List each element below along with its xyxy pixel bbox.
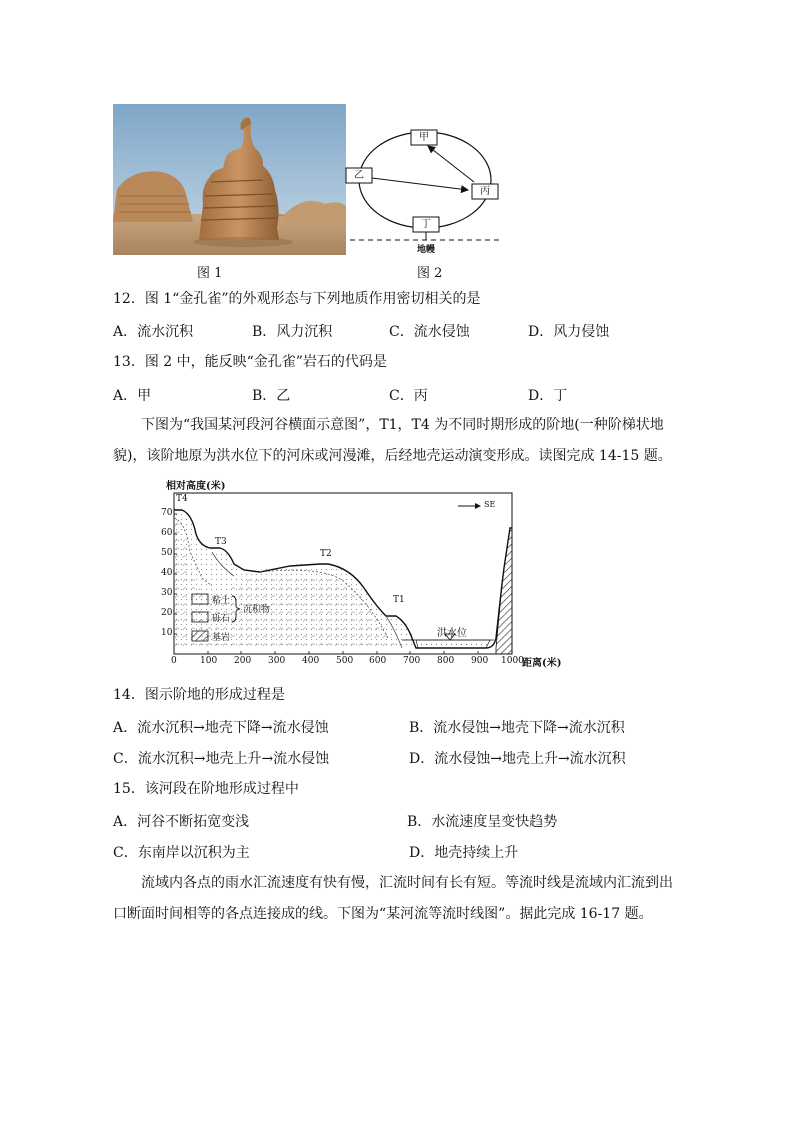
fig3-xtick: 1000 [501, 656, 524, 666]
q14-option-b[interactable]: B．流水侵蚀→地壳下降→流水沉积 [409, 720, 625, 736]
figure2-caption: 图 2 [417, 266, 443, 281]
q13-option-d[interactable]: D．丁 [528, 388, 568, 404]
legend-bedrock-label: 基岩 [212, 633, 231, 643]
q12-option-d[interactable]: D．风力侵蚀 [528, 324, 610, 340]
fig3-ytick: 50 [161, 548, 173, 558]
q15-option-d[interactable]: D．地壳持续上升 [409, 845, 519, 861]
fig3-ytick: 40 [161, 568, 173, 578]
fig3-xtick: 900 [471, 656, 489, 666]
q12-option-a[interactable]: A．流水沉积 [113, 324, 194, 340]
q13-option-b[interactable]: B．乙 [252, 388, 291, 404]
fig3-ytick: 30 [161, 588, 173, 598]
fig3-xtick: 600 [369, 656, 387, 666]
fig3-ytick: 70 [161, 508, 173, 518]
fig3-ytick: 20 [161, 608, 173, 618]
fig3-xtick: 100 [200, 656, 218, 666]
fig3-xtick: 400 [302, 656, 320, 666]
arrow-bing-to-jia [428, 146, 474, 182]
q15-option-c[interactable]: C．东南岸以沉积为主 [113, 845, 250, 861]
flood-level-label: 洪水位 [437, 628, 467, 639]
fig3-xtick: 300 [268, 656, 286, 666]
q14-option-c[interactable]: C．流水沉积→地壳上升→流水侵蚀 [113, 751, 330, 767]
q12-option-c[interactable]: C．流水侵蚀 [389, 324, 470, 340]
fig3-ylabel: 相对高度(米) [166, 481, 226, 492]
q12-option-b[interactable]: B．风力沉积 [252, 324, 333, 340]
q13-stem: 13．图 2 中，能反映“金孔雀”岩石的代码是 [113, 354, 387, 370]
fig3-ytick: 10 [161, 628, 173, 638]
figure1-caption: 图 1 [197, 266, 223, 281]
intro2-line1: 流域内各点的雨水汇流速度有快有慢，汇流时间有长有短。等流时线是流域内汇流到出 [141, 875, 673, 891]
node-ding: 丁 [421, 219, 431, 230]
direction-label: SE [484, 500, 496, 509]
q13-option-a[interactable]: A．甲 [113, 388, 152, 404]
intro2-line2: 口断面时间相等的各点连接成的线。下图为“某河流等流时线图”。据此完成 16-17 题。 [113, 906, 653, 922]
terrace-t3: T3 [215, 537, 227, 547]
mantle-label: 地幔 [416, 245, 435, 255]
intro1-line2: 貌)，该阶地原为洪水位下的河床或河漫滩，后经地壳运动演变形成。读图完成 14-15 题。 [113, 448, 672, 464]
fig3-xtick: 200 [234, 656, 252, 666]
legend-gravel-swatch [192, 612, 208, 622]
fig3-xlabel: 距离(米) [522, 658, 562, 669]
legend-clay-swatch [192, 594, 208, 604]
node-bing: 丙 [480, 186, 490, 197]
river-water [416, 640, 490, 648]
node-yi: 乙 [354, 170, 364, 181]
q15-stem: 15．该河段在阶地形成过程中 [113, 781, 299, 797]
fig3-xtick: 700 [403, 656, 421, 666]
legend-clay-label: 粘土 [212, 596, 231, 606]
bedrock-right-bank [496, 528, 512, 654]
figure3-valley-section [150, 488, 580, 673]
legend-gravel-label: 砾石 [212, 614, 231, 624]
legend-bedrock-swatch [192, 631, 208, 641]
terrace-t4: T4 [176, 494, 188, 504]
intro1-line1: 下图为“我国某河段河谷横面示意图”，T1，T4 为不同时期形成的阶地(一种阶梯状地 [141, 417, 664, 433]
arrow-yi-to-bing [372, 178, 468, 190]
terrace-t1: T1 [393, 595, 405, 605]
q15-option-a[interactable]: A．河谷不断拓宽变浅 [113, 814, 250, 830]
fig3-xtick: 800 [437, 656, 455, 666]
q14-stem: 14．图示阶地的形成过程是 [113, 687, 285, 703]
legend-sediment-label: 沉积物 [243, 605, 271, 615]
q14-option-d[interactable]: D．流水侵蚀→地壳上升→流水沉积 [409, 751, 626, 767]
fig3-ytick: 60 [161, 528, 173, 538]
fig3-xtick: 500 [336, 656, 354, 666]
q12-stem: 12．图 1“金孔雀”的外观形态与下列地质作用密切相关的是 [113, 291, 481, 307]
terrace-t2: T2 [320, 549, 332, 559]
q13-option-c[interactable]: C．丙 [389, 388, 428, 404]
q14-option-a[interactable]: A．流水沉积→地壳下降→流水侵蚀 [113, 720, 329, 736]
figure1-photo [113, 104, 346, 255]
fig3-xtick: 0 [171, 656, 177, 666]
q15-option-b[interactable]: B．水流速度呈变快趋势 [407, 814, 558, 830]
node-jia: 甲 [419, 132, 429, 143]
